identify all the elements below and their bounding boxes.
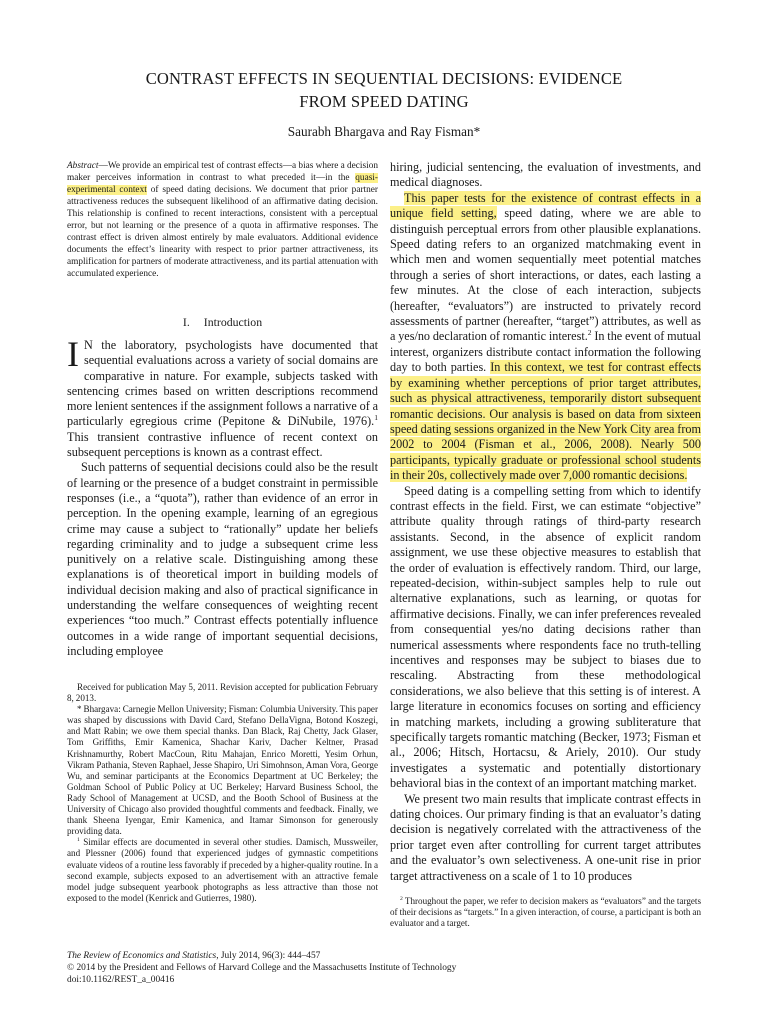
right-paragraph-1	[390, 191, 701, 484]
footnote-marker-2: 2	[587, 328, 592, 338]
affiliation-note: * Bhargava: Carnegie Mellon University; Fisman: Columbia University. This paper was shaped by discussions with David Card, Stefano DellaVigna, Botond Koszegi, and Matt Rabin; we owe them special thanks. Dan Black, Raj Chetty, Jack Glaser, Tom Griffiths, Emir Kamenica, Shachar Kariv, Dacher Keltner, Prasad Krishnamurthy, Robert MacCoun, Ritu Mahajan, Enrico Moretti, Yesim Orhun, Vikram Pathania, Steven Raphael, Jesse Shapiro, Uri Simohnson, Aman Vora, George Wu, and seminar participants at the Economics Department at UC Berkeley; the Goldman School of Public Policy at UC Berkeley; Harvard Business School, the Rady School of Management at UCSD, and the Booth School of Business at the University of Chicago also provided thoughtful comments and feedback. Finally, we thank Sheena Iyengar, Emir Kamenica, and Itamar Simonson for generously providing data.	[67, 704, 378, 837]
highlight-1: This paper tests for the existence of contrast effects in a unique field setting,	[390, 190, 701, 221]
intro-paragraph-1	[67, 334, 378, 460]
footnote-2-number: 2	[400, 895, 403, 902]
abstract	[67, 160, 378, 280]
right-p1-text-b: In the event of mutual interest, organizers distribute contact information the following day to both parties.	[390, 329, 701, 375]
footnote-marker-1: 1	[374, 413, 378, 423]
journal-name: The Review of Economics and Statistics	[67, 951, 217, 961]
abstract-highlight: quasi-experimental context	[67, 173, 378, 195]
journal-citation	[67, 951, 707, 963]
title-line-1: CONTRAST EFFECTS IN SEQUENTIAL DECISIONS: EVIDENCE	[145, 69, 623, 88]
copyright-line: © 2014 by the President and Fellows of Harvard College and the Massachusetts Institute of Technology	[67, 962, 457, 973]
doi-line: doi:10.1162/REST_a_00416	[67, 974, 175, 985]
right-paragraph-0: hiring, judicial sentencing, the evaluation of investments, and medical diagnoses.	[390, 160, 701, 190]
intro-paragraph-2: Such patterns of sequential decisions could also be the result of learning or the presence of a budget constraint in permissible responses (i.e., a “quota”), rather than evidence of an error in perception. In the opening example, learning of an egregious crime may cause a subject to “rationally” update her beliefs regarding criminality and to judge a subsequent crime less punitively on a relative scale. Distinguishing among these explanations is of theoretical import in building models of individual decision making and also of practical significance in understanding the welfare consequences of weighting recent experiences “too much.” Contrast effects potentially influence outcomes in a wide range of important sequential decisions, including employee	[67, 460, 378, 658]
footnote-2-text: Throughout the paper, we refer to decision makers as “evaluators” and the targets of their decisions as “targets.” In a given interaction, of course, a participant is both an evaluator and a target.	[390, 896, 701, 929]
journal-info	[67, 951, 707, 986]
footnote-2	[390, 896, 701, 929]
footnotes-right	[390, 896, 701, 929]
abstract-label: Abstract	[67, 161, 99, 171]
section-number: I.	[182, 315, 190, 329]
footnote-1	[67, 837, 378, 904]
right-paragraph-2: Speed dating is a compelling setting from which to identify contrast effects in the field. First, we can estimate “objective” attribute quality through ratings of third-party research assistants. Second, in the absence of explicit random assignment, we use these objective measures to establish that the order of evaluation is effectively random. Third, our large, repeated-decision, within-subject samples help to rule out alternative explanations, such as learning, or quotas for affirmative decisions. Finally, we can infer preferences revealed from consequential yes/no dating decisions rather than numerical assessments where respondents face no truth-telling incentives and responses may be subject to biases due to rescaling. Abstracting from these methodological considerations, we also believe that this setting is of interest. A large literature in economics focuses on sorting and efficiency in matching markets, including a growing subliterature that specifically targets romantic matching (Becker, 1973; Fisman et al., 2006; Hitsch, Hortacsu, & Ariely, 2010). Our study investigates a systematic and potentially distortionary behavioral bias in the context of an important matching market.	[390, 483, 701, 791]
abstract-text-b: of speed dating decisions. We document that prior partner attractiveness reduces the subsequent likelihood of an affirmative dating decision. This relationship is confined to recent interactions, consistent with a perceptual error, but not learning or the presence of a quota in affirmative responses. The contrast effect is driven almost entirely by male evaluators. Additional evidence documents the effect’s linearity with respect to prior partner attractiveness, its amplification for partners of moderate attractiveness, and its partial attenuation with accumulated experience.	[67, 185, 378, 279]
footnote-1-number: 1	[77, 837, 80, 844]
received-note: Received for publication May 5, 2011. Revision accepted for publication February 8, 2013.	[67, 682, 378, 704]
abstract-text-a: —We provide an empirical test of contrast effects—a bias where a decision maker perceives information in contrast to what preceded it—in the	[67, 161, 378, 183]
drop-cap: I	[67, 334, 79, 374]
author-line: Saurabh Bhargava and Ray Fisman*	[287, 124, 481, 139]
journal-issue: , July 2014, 96(3): 444–457	[216, 951, 321, 961]
footnote-1-text: Similar effects are documented in several other studies. Damisch, Mussweiler, and Plessner (2006) found that experienced judges of gymnastic competitions evaluate videos of a routine less favorably if preceded by a higher-quality routine. In a second example, subjects exposed to an advertisement with an attractive female model judge subsequent yearbook photographs as less attractive than those not exposed to the model (Kenrick and Gutierres, 1980).	[67, 837, 378, 903]
section-title: Introduction	[203, 315, 263, 329]
right-paragraph-3: We present two main results that implicate contrast effects in dating choices. Our primary finding is that an evaluator’s dating decision is negatively correlated with the attractiveness of the prior target even after controlling for current target attributes and the evaluator’s own selectiveness. A one-unit rise in prior target attractiveness on a scale of 1 to 10 produces	[390, 791, 701, 883]
intro-p1-text: N the laboratory, psychologists have documented that sequential evaluations across a variety of social domains are comparative in nature. For example, subjects tasked with sentencing crimes based on written descriptions recommend more lenient sentences if the assignment follows a narrative of a particularly egregious crime (Pepitone & DiNubile, 1976).	[67, 338, 378, 429]
title-line-2: FROM SPEED DATING	[299, 92, 469, 111]
introduction-body	[67, 334, 378, 659]
right-column-body	[390, 160, 701, 884]
paper-title	[60, 67, 708, 113]
intro-p1-end: This transient contrastive influence of recent context on subsequent perceptions is known as a contrast effect.	[67, 429, 378, 460]
right-p1-text-a: speed dating, where we are able to distinguish perceptual errors from other plausible explanations. Speed dating refers to an organized matchmaking event in which men and women sequentially meet potential matches through a series of short interactions, or dates, each lasting a few minutes. At the close of each interaction, subjects (hereafter, “evaluators”) are instructed to privately record assessments of partner (hereafter, “target”) attributes, as well as a yes/no declaration of romantic interest.	[390, 206, 701, 344]
highlight-2: In this context, we test for contrast effects by examining whether perceptions of prior target attributes, such as physical attractiveness, temporarily distort subsequent romantic decisions. Our analysis is based on data from sixteen speed dating sessions organized in the New York City area from 2002 to 2004 (Fisman et al., 2006, 2008). Nearly 500 participants, typically graduate or professional school students in their 20s, collectively made over 7,000 romantic decisions.	[390, 360, 701, 483]
footnotes-left	[67, 682, 378, 904]
section-heading	[67, 315, 378, 329]
